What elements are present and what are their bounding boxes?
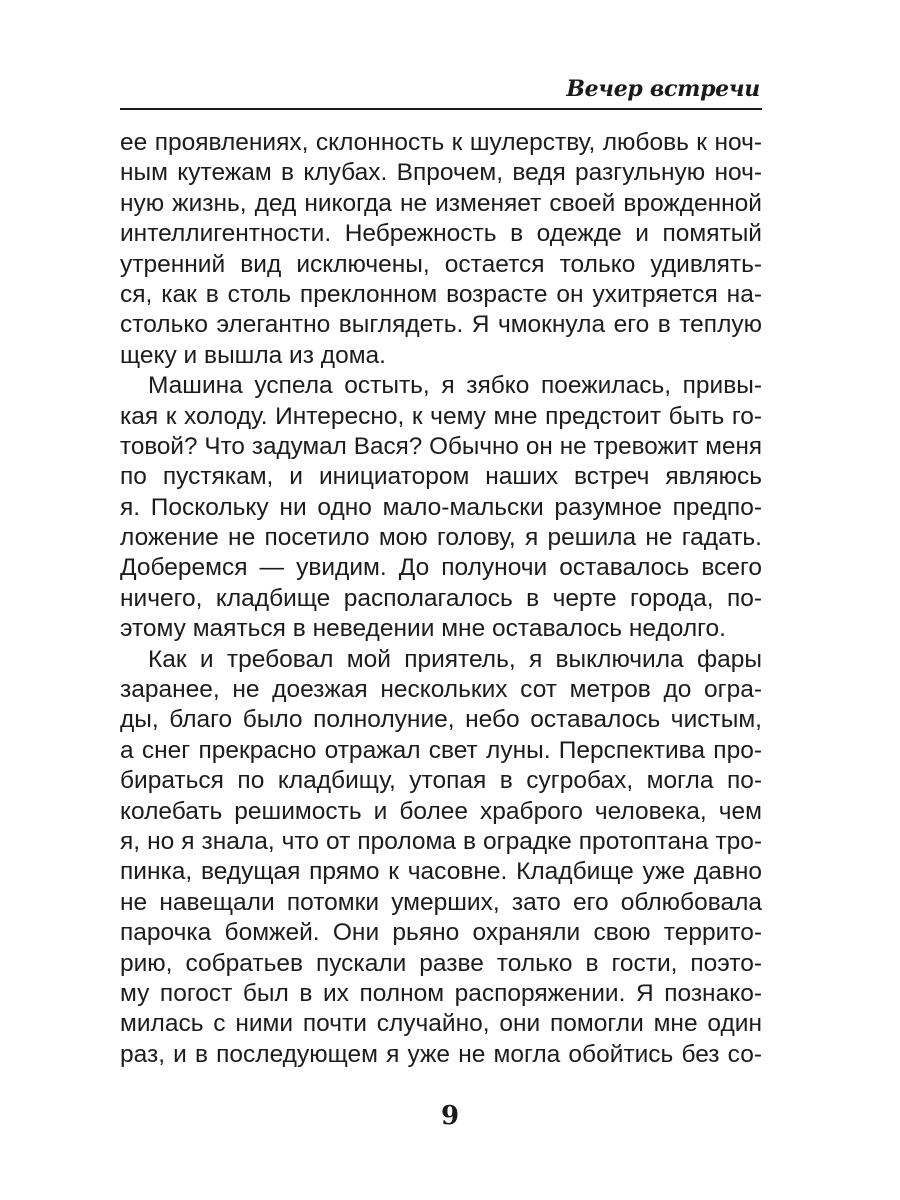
- text-line: этому маяться в неведении мне оставалось недолго.: [120, 615, 726, 643]
- page-number: 9: [440, 1101, 460, 1131]
- text-line: не навещали потомки умерших, зато его облюбовала: [120, 888, 762, 916]
- text-line: бираться по кладбищу, утопая в сугробах, могла по-: [120, 767, 762, 795]
- text-line: щеку и вышла из дома.: [120, 341, 386, 369]
- text-line: ным кутежам в клубах. Впрочем, ведя разгульную ноч-: [120, 159, 762, 187]
- text-line: му погост был в их полном распоряжении. Я познако-: [120, 979, 762, 1007]
- text-line: а снег прекрасно отражал свет луны. Перспектива про-: [120, 736, 762, 764]
- text-line: ее проявлениях, склонность к шулерству, любовь к ноч-: [120, 129, 762, 156]
- text-line: заранее, не доезжая нескольких сот метров до огра-: [120, 676, 762, 704]
- text-line: парочка бомжей. Они рьяно охраняли свою террито-: [120, 919, 762, 947]
- text-line: я, но я знала, что от пролома в оградке протоптана тро-: [120, 827, 762, 855]
- text-line: интеллигентности. Небрежность в одежде и помятый: [120, 220, 762, 248]
- running-head-title: Вечер встречи: [566, 76, 760, 102]
- text-line: ся, как в столь преклонном возрасте он ухитряется на-: [120, 280, 762, 308]
- text-line: утренний вид исключены, остается только удивлять-: [120, 250, 762, 278]
- text-line: милась с ними почти случайно, они помогли мне один: [120, 1010, 762, 1038]
- text-line: Машина успела остыть, я зябко поежилась, привы-: [148, 372, 762, 400]
- text-line: товой? Что задумал Вася? Обычно он не тревожит меня: [120, 432, 762, 460]
- text-line: кая к холоду. Интересно, к чему мне предстоит быть го-: [120, 402, 762, 430]
- running-head: [120, 78, 762, 110]
- text-line: ничего, кладбище располагалось в черте города, по-: [120, 584, 762, 612]
- body-text: [120, 128, 762, 1070]
- text-line: колебать решимость и более храброго человека, чем: [120, 797, 762, 825]
- text-line: Доберемся — увидим. До полуночи оставалось всего: [120, 554, 762, 582]
- text-line: Как и требовал мой приятель, я выключила фары: [148, 645, 762, 673]
- text-line: по пустякам, и инициатором наших встреч являюсь: [120, 463, 762, 491]
- text-line: рию, собратьев пускали разве только в гости, поэто-: [120, 949, 762, 977]
- text-line: пинка, ведущая прямо к часовне. Кладбище уже давно: [120, 858, 762, 886]
- text-line: ды, благо было полнолуние, небо оставалось чистым,: [120, 706, 762, 734]
- text-line: столько элегантно выглядеть. Я чмокнула его в теплую: [120, 311, 762, 339]
- text-line: я. Поскольку ни одно мало-мальски разумное предпо-: [120, 493, 762, 521]
- text-line: раз, и в последующем я уже не могла обойтись без со-: [120, 1040, 762, 1068]
- text-line: ложение не посетило мою голову, я решила не гадать.: [120, 524, 762, 552]
- text-line: ную жизнь, дед никогда не изменяет своей врожденной: [120, 189, 762, 217]
